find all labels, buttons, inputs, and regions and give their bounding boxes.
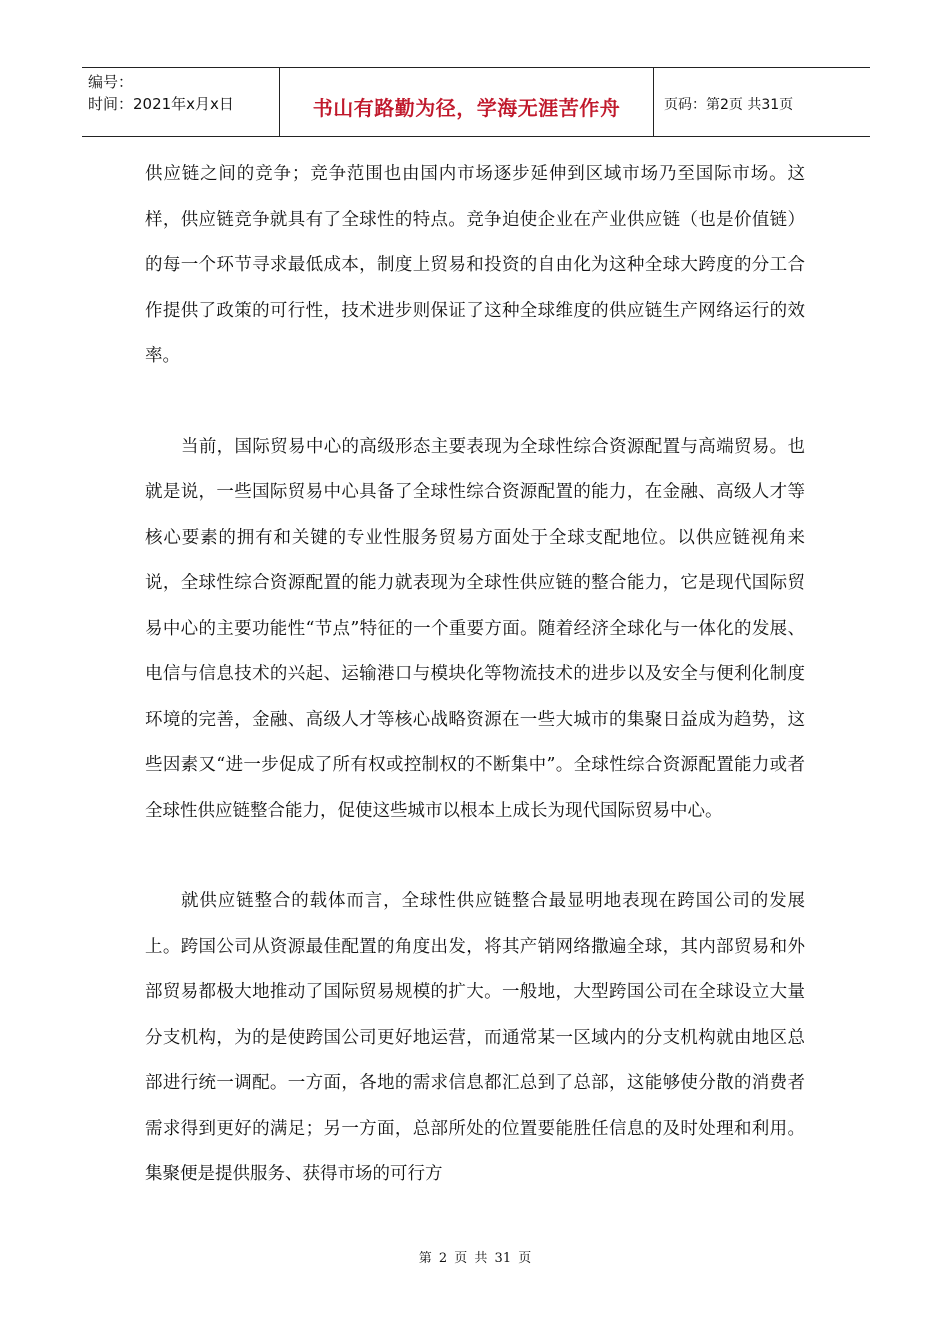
paragraph-gap [145,834,805,879]
header-motto-cell [280,68,654,136]
paragraph-2: 当前，国际贸易中心的高级形态主要表现为全球性综合资源配置与高端贸易。也就是说，一些国际贸易中心具备了全球性综合资源配置的能力，在金融、高级人才等核心要素的拥有和关键的专业性服务贸易方面处于全球支配地位。以供应链视角来说，全球性综合资源配置的能力就表现为全球性供应链的整合能力，它是现代国际贸易中心的主要功能性“节点”特征的一个重要方面。随着经济全球化与一体化的发展、电信与信息技术的兴起、运输港口与模块化等物流技术的进步以及安全与便利化制度环境的完善，金融、高级人才等核心战略资源在一些大城市的集聚日益成为趋势，这些因素又“进一步促成了所有权或控制权的不断集中”。全球性综合资源配置能力或者全球性供应链整合能力，促使这些城市以根本上成长为现代国际贸易中心。 [145,436,805,821]
paragraph-3: 就供应链整合的载体而言，全球性供应链整合最显明地表现在跨国公司的发展上。跨国公司从资源最佳配置的角度出发，将其产销网络撒遍全球，其内部贸易和外部贸易都极大地推动了国际贸易规模的扩大。一般地，大型跨国公司在全球设立大量分支机构，为的是使跨国公司更好地运营，而通常某一区域内的分支机构就由地区总部进行统一调配。一方面，各地的需求信息都汇总到了总部，这能够使分散的消费者需求得到更好的满足；另一方面，总部所处的位置要能胜任信息的及时处理和利用。集聚便是提供服务、获得市场的可行方 [145,891,805,1184]
page-footer: 第 2 页 共 31 页 [418,1251,532,1266]
document-date-label: 时间：2021年x月x日 [88,95,234,113]
header-meta-cell [82,68,280,136]
header-page-number: 页码：第2页 共31页 [664,97,794,113]
paragraph-gap [145,380,805,425]
header-page-cell [654,68,870,136]
document-body [145,152,805,1198]
document-number-label: 编号： [88,73,134,91]
paragraph-1: 供应链之间的竞争；竞争范围也由国内市场逐步延伸到区域市场乃至国际市场。这样，供应链竞争就具有了全球性的特点。竞争迫使企业在产业供应链（也是价值链）的每一个环节寻求最低成本，制度上贸易和投资的自由化为这种全球大跨度的分工合作提供了政策的可行性，技术进步则保证了这种全球维度的供应链生产网络运行的效率。 [145,164,805,366]
header-motto: 书山有路勤为径，学海无涯苦作舟 [312,95,621,120]
document-header [82,67,870,137]
